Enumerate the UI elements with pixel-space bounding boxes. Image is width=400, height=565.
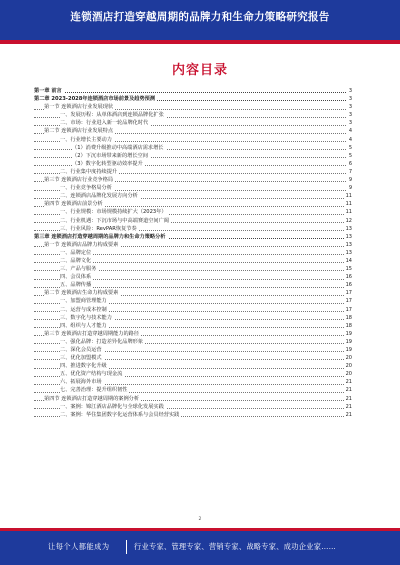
- toc-entry[interactable]: [34, 314, 352, 322]
- toc-entry-page: 3: [348, 88, 352, 94]
- toc-entry-page: 21: [345, 387, 352, 394]
- header-accent-line: [0, 40, 400, 44]
- page-number: 2: [198, 517, 202, 522]
- toc-entry-label: 六、拓展海外市场: [60, 379, 102, 386]
- toc-entry[interactable]: [34, 346, 352, 354]
- toc-entry-label: 一、行业增长主要动力: [60, 136, 112, 143]
- toc-entry-page: 14: [345, 257, 352, 264]
- toc-entry-page: 15: [345, 266, 352, 273]
- toc-entry-label: 第三章 连锁酒店打造穿越周期的品牌力和生命力策略分析: [34, 233, 166, 240]
- toc-entry-page: 4: [348, 128, 352, 135]
- toc-entry[interactable]: [34, 160, 352, 168]
- toc-entry-page: 5: [348, 144, 352, 151]
- toc-entry-label: 第四节 连锁酒店前景分析: [44, 201, 103, 208]
- toc-entry-page: 9: [348, 177, 352, 184]
- toc-entry-label: 四、组织与人才能力: [60, 322, 107, 329]
- toc-entry-page: 16: [345, 282, 352, 289]
- report-title: 连锁酒店打造穿越周期的品牌力和生命力策略研究报告: [70, 11, 330, 23]
- toc-entry[interactable]: [34, 257, 352, 265]
- table-of-contents: [34, 87, 352, 419]
- toc-entry[interactable]: [34, 265, 352, 273]
- toc-entry-page: 21: [345, 411, 352, 418]
- toc-entry-page: 20: [345, 363, 352, 370]
- toc-entry[interactable]: [34, 127, 352, 135]
- toc-entry[interactable]: [34, 330, 352, 338]
- toc-entry[interactable]: [34, 403, 352, 411]
- toc-entry[interactable]: [34, 338, 352, 346]
- toc-entry-page: 3: [348, 96, 352, 103]
- header-band: [0, 0, 400, 44]
- footer-roles: 行业专家、管理专家、营销专家、战略专家、成功企业家……: [134, 542, 337, 551]
- toc-entry-page: 17: [345, 306, 352, 313]
- toc-entry[interactable]: [34, 411, 352, 419]
- toc-entry-label: 一、案例：锦江酒店品牌化与全球化发展实践: [60, 403, 164, 410]
- toc-entry-page: 21: [345, 403, 352, 410]
- toc-entry-page: 20: [345, 371, 352, 378]
- toc-entry-page: 17: [345, 298, 352, 305]
- toc-entry-label: 第一节 连锁酒店行业发展现状: [44, 104, 114, 111]
- toc-entry-page: 13: [345, 241, 352, 248]
- toc-entry-page: 21: [345, 395, 352, 402]
- toc-entry-page: 13: [345, 233, 352, 240]
- toc-entry-label: 三、产品与服务: [60, 266, 97, 273]
- toc-entry-label: （1）消费升级推动中高端酒店需求增长: [72, 144, 164, 151]
- toc-entry[interactable]: [34, 362, 352, 370]
- toc-entry-page: 11: [345, 209, 352, 216]
- footer-band: [0, 528, 400, 565]
- toc-entry-label: 二、运营与成本控制: [60, 306, 107, 313]
- toc-entry-label: 二、案例：华住集团数字化运营体系与会员经营实践: [60, 411, 180, 418]
- toc-entry[interactable]: [34, 192, 352, 200]
- toc-entry-page: 5: [348, 152, 352, 159]
- toc-entry-label: 第四节 连锁酒店打造穿越周期的案例分析: [44, 395, 140, 402]
- toc-entry[interactable]: [34, 87, 352, 95]
- toc-entry-label: 三、行业风险：RevPAR恢复节奏: [60, 225, 137, 232]
- toc-entry[interactable]: [34, 297, 352, 305]
- toc-entry[interactable]: [34, 136, 352, 144]
- toc-entry-label: （2）下沉市场带来新的增长空间: [72, 152, 148, 159]
- toc-entry-page: 3: [348, 104, 352, 111]
- toc-entry-page: 20: [345, 355, 352, 362]
- toc-entry-page: 6: [348, 160, 352, 167]
- toc-heading: 内容目录: [171, 63, 228, 78]
- toc-entry-label: 一、发展历程：从单体酒店到连锁品牌化扩张: [60, 112, 164, 119]
- toc-entry-label: 一、品牌定位: [60, 249, 92, 256]
- toc-entry-label: 二、连锁酒店品牌化发展方向分析: [60, 193, 138, 200]
- toc-entry-page: 21: [345, 379, 352, 386]
- toc-entry-page: 3: [348, 112, 352, 119]
- toc-entry[interactable]: [34, 370, 352, 378]
- toc-entry[interactable]: [34, 395, 352, 403]
- toc-entry[interactable]: [34, 233, 352, 241]
- toc-entry-page: 3: [348, 120, 352, 127]
- toc-entry-page: 19: [345, 338, 352, 345]
- toc-entry-label: 一、加盟商管理能力: [60, 298, 107, 305]
- toc-entry[interactable]: [34, 144, 352, 152]
- toc-entry-label: 三、优化加盟模式: [60, 355, 102, 362]
- toc-entry-page: 11: [345, 201, 352, 208]
- toc-entry-page: 16: [345, 274, 352, 281]
- toc-entry-page: 19: [345, 347, 352, 353]
- toc-entry-label: 第二节 连锁酒店行业发展特点: [44, 128, 114, 135]
- toc-entry[interactable]: [34, 378, 352, 386]
- toc-entry-page: 19: [345, 330, 352, 337]
- toc-entry-label: （3）数字化转型驱动效率提升: [72, 160, 143, 167]
- toc-entry[interactable]: [34, 354, 352, 362]
- toc-entry[interactable]: [34, 103, 352, 111]
- toc-entry[interactable]: [34, 111, 352, 119]
- toc-entry-label: 一、行业竞争格局分析: [60, 185, 112, 192]
- footer-accent-line: [0, 528, 400, 531]
- toc-entry-label: 二、深化会员运营: [60, 347, 102, 353]
- toc-entry-label: 二、品牌文化: [60, 257, 92, 264]
- toc-entry-label: 第一章 前言: [34, 88, 62, 94]
- toc-entry-label: 七、完善治理：提升组织韧性: [60, 387, 128, 394]
- toc-entry[interactable]: [34, 184, 352, 192]
- toc-entry-page: 13: [345, 249, 352, 256]
- toc-entry[interactable]: [34, 289, 352, 297]
- toc-entry-page: 18: [345, 314, 352, 321]
- toc-entry-label: 二、行业集中度持续提升: [60, 168, 118, 175]
- toc-entry-label: 五、品牌传播: [60, 282, 92, 289]
- toc-entry-label: 一、行业规模：市场规模持续扩大（2023年）: [60, 209, 167, 216]
- toc-entry[interactable]: [34, 306, 352, 314]
- toc-entry[interactable]: [34, 241, 352, 249]
- toc-entry-label: 第一节 连锁酒店品牌力构成要素: [44, 241, 119, 248]
- toc-entry-label: 第二章 2023-2028年连锁酒店市场前景及趋势预测: [34, 96, 156, 103]
- toc-entry-label: 第三节 连锁酒店行业竞争格局: [44, 177, 114, 184]
- toc-entry[interactable]: [34, 152, 352, 160]
- toc-entry[interactable]: [34, 217, 352, 225]
- toc-entry-label: 第三节 连锁酒店打造穿越周期能力的路径: [44, 330, 140, 337]
- toc-entry-label: 一、强化品牌：打造差异化品牌形象: [60, 338, 144, 345]
- toc-entry[interactable]: [34, 225, 352, 233]
- dot-leader: [34, 92, 346, 93]
- toc-entry-page: 11: [345, 193, 352, 200]
- toc-entry-page: 17: [345, 290, 352, 297]
- toc-entry-label: 第二节 连锁酒店生命力构成要素: [44, 290, 119, 297]
- toc-entry-label: 三、数字化与技术能力: [60, 314, 112, 321]
- toc-entry[interactable]: [34, 119, 352, 127]
- toc-entry-page: 18: [345, 322, 352, 329]
- footer-slogan: 让每个人都能成为: [48, 542, 110, 551]
- toc-entry[interactable]: [34, 208, 352, 216]
- toc-entry[interactable]: [34, 322, 352, 330]
- toc-entry-page: 13: [345, 225, 352, 232]
- toc-entry-label: 二、市场：行业进入新一轮品牌化时代: [60, 120, 149, 127]
- toc-entry-label: 四、会员体系: [60, 274, 92, 281]
- toc-entry-page: 12: [345, 217, 352, 224]
- toc-entry-page: 9: [348, 185, 352, 192]
- toc-entry-label: 四、推进数字化升级: [60, 363, 107, 370]
- toc-entry-label: 五、优化资产结构与现金流: [60, 371, 123, 378]
- toc-entry[interactable]: [34, 168, 352, 176]
- toc-entry[interactable]: [34, 176, 352, 184]
- toc-entry[interactable]: [34, 386, 352, 394]
- toc-entry[interactable]: [34, 281, 352, 289]
- toc-entry-page: 4: [348, 136, 352, 143]
- toc-entry[interactable]: [34, 200, 352, 208]
- toc-entry-page: 7: [348, 168, 352, 175]
- toc-entry[interactable]: [34, 273, 352, 281]
- toc-entry-label: 二、行业机遇：下沉市场与中高端赛道空间广阔: [60, 217, 169, 224]
- footer-divider: [126, 540, 127, 554]
- toc-entry[interactable]: [34, 249, 352, 257]
- toc-entry[interactable]: [34, 95, 352, 103]
